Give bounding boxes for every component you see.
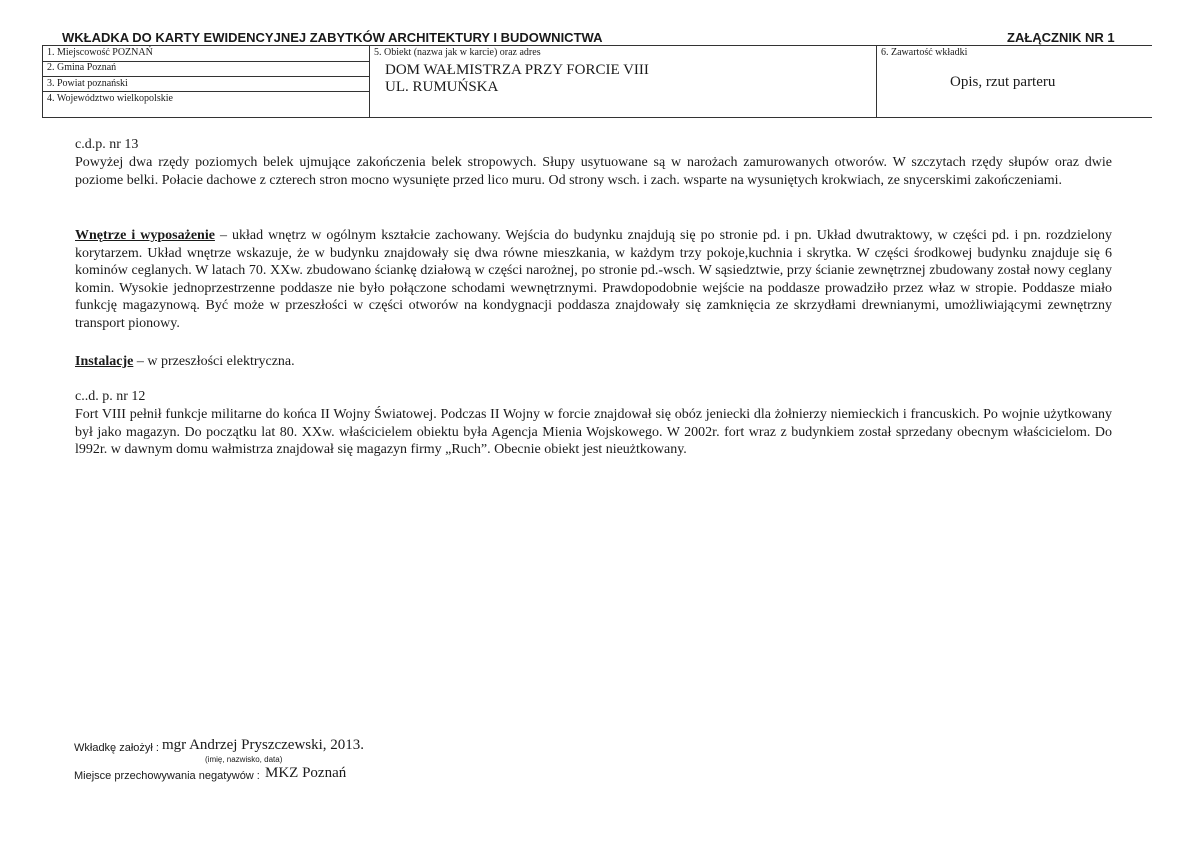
contents-value: Opis, rzut parteru [950, 74, 1056, 90]
field-county: 3. Powiat poznański [47, 78, 128, 89]
storage-label: Miejsce przechowywania negatywów : [74, 770, 260, 782]
interior-heading: Wnętrze i wyposażenie [75, 228, 215, 243]
row-rule-2 [42, 76, 369, 77]
author-label: Wkładkę założył : [74, 742, 159, 754]
paragraph-installations [75, 353, 1112, 371]
table-left-border [42, 45, 43, 117]
object-address: UL. RUMUŃSKA [385, 79, 499, 95]
table-divider-1 [369, 45, 370, 117]
author-value: mgr Andrzej Pryszczewski, 2013. [162, 737, 365, 753]
field-voivodeship: 4. Województwo wielkopolskie [47, 93, 173, 104]
form-title: WKŁADKA DO KARTY EWIDENCYJNEJ ZABYTKÓW ARCHITEKTURY I BUDOWNICTWA [62, 30, 603, 45]
storage-value: MKZ Poznań [265, 765, 347, 781]
table-divider-2 [876, 45, 877, 117]
paragraph-history: Fort VIII pełnił funkcje militarne do końca II Wojny Światowej. Podczas II Wojny w forcie znajdował się obóz jeniecki dla żołnierzy niemieckich i francuskich. Po wojnie użytkowany był jako magazyn. Do początku lat 80. XXw. właścicielem obiektu była Agencja Mienia Wojskowego. W 2002r. fort wraz z budynkiem został sprzedany obecnym właścicielom. Do l992r. w dawnym domu wałmistrza znajdował się magazyn firmy „Ruch”. Obecnie obiekt jest nieużtkowany. [75, 407, 1112, 457]
object-name: DOM WAŁMISTRZA PRZY FORCIE VIII [385, 62, 649, 78]
installations-text: – w przeszłości elektryczna. [133, 354, 295, 369]
table-bottom-rule [42, 117, 1152, 118]
field-commune: 2. Gmina Poznań [47, 62, 117, 73]
author-hint: (imię, nazwisko, data) [205, 755, 283, 764]
row-rule-3 [42, 91, 369, 92]
object-label: 5. Obiekt (nazwa jak w karcie) oraz adres [374, 47, 541, 58]
table-top-rule [42, 45, 1152, 46]
reference-1: c.d.p. nr 13 [75, 137, 139, 152]
annex-label: ZAŁĄCZNIK NR 1 [1007, 30, 1115, 45]
paragraph-interior [75, 227, 1112, 332]
reference-2: c..d. p. nr 12 [75, 389, 146, 404]
installations-heading: Instalacje [75, 354, 134, 369]
field-locality: 1. Miejscowość POZNAŃ [47, 47, 153, 58]
interior-text: – układ wnętrz w ogólnym kształcie zachowany. Wejścia do budynku znajdują się po stronie pd. i pn. Układ dwutraktowy, w części pd. i pn. rozdzielony korytarzem. Układ wnętrze wskazuje, że w budynku znajdowały się dwa równe mieszkania, w każdym trzy pokoje,kuchnia i skrytka. W części środkowej budynku znajduje się 6 kominów ceglanych. W latach 70. XXw. zbudowano ściankę działową w części narożnej, po stronie pd.-wsch. W sąsiedztwie, przy ścianie zewnętrznej zbudowany został nowy ceglany komin. Wysokie jednoprzestrzenne poddasze nie było połączone schodami wewnętrznymi. Prawdopodobnie wejście na poddasze prowadziło przez właz w stropie. Poddasze miało funkcję magazynową. Być może w przeszłości w części otworów na kondygnacji poddasza znajdowały się zamknięcia ze skrzydłami drewnianymi, umożliwiającymi zewnętrzny transport pionowy. [75, 228, 1112, 331]
contents-label: 6. Zawartość wkładki [881, 47, 968, 58]
paragraph-roof: Powyżej dwa rzędy poziomych belek ujmujące zakończenia belek stropowych. Słupy usytuowane są w narożach zamurowanych otworów. W szczytach rzędy słupów oraz dwie poziome belki. Połacie dachowe z czterech stron mocno wysunięte przed lico muru. Od strony wsch. i zach. wsparte na wysuniętych krokwiach, ze snycerskimi zakończeniami. [75, 155, 1112, 188]
